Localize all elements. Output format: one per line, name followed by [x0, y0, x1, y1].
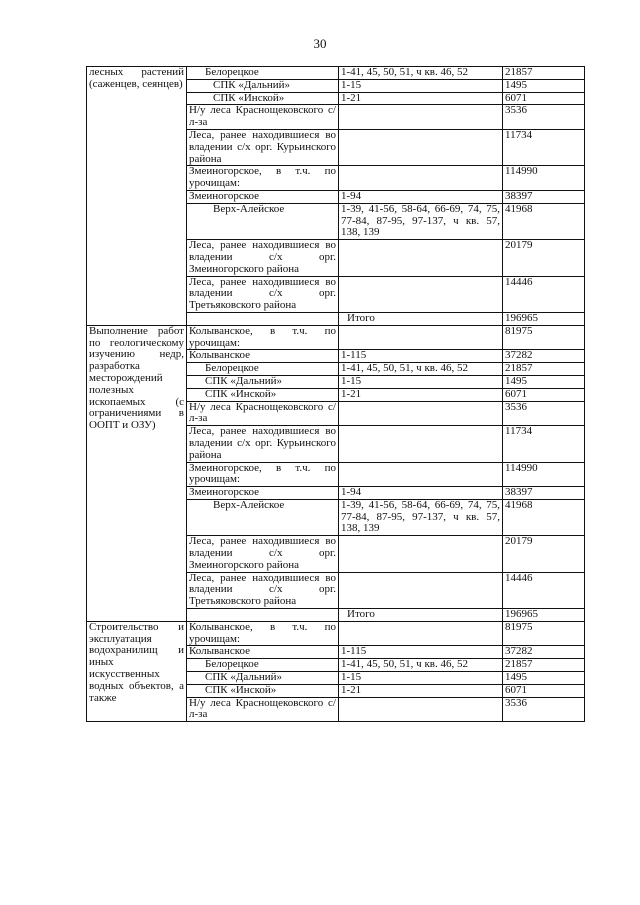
- forestry-name-cell: Змеиногорское, в т.ч. по урочищам:: [187, 462, 339, 487]
- area-cell: 21857: [503, 67, 585, 80]
- area-cell: 114990: [503, 166, 585, 191]
- quarters-cell: [339, 536, 503, 572]
- forestry-name-cell: Н/у леса Краснощековского с/л-за: [187, 105, 339, 130]
- quarters-cell: 1-41, 45, 50, 51, ч кв. 46, 52: [339, 659, 503, 672]
- quarters-cell: [339, 462, 503, 487]
- quarters-cell: [339, 325, 503, 350]
- quarters-cell: [339, 240, 503, 276]
- forestry-name-cell: Н/у леса Краснощековского с/л-за: [187, 697, 339, 722]
- forestry-name-cell: Леса, ранее находившиеся во владении с/х орг. Третьяковского района: [187, 276, 339, 312]
- area-cell: 1495: [503, 79, 585, 92]
- area-cell: 21857: [503, 659, 585, 672]
- quarters-cell: 1-115: [339, 646, 503, 659]
- area-cell: 1495: [503, 672, 585, 685]
- quarters-cell: 1-21: [339, 684, 503, 697]
- quarters-cell: [339, 105, 503, 130]
- forestry-name-cell: Колыванское: [187, 646, 339, 659]
- forestry-name-cell: Леса, ранее находившиеся во владении с/х орг. Третьяковского района: [187, 572, 339, 608]
- page-number: 30: [313, 36, 327, 51]
- quarters-cell: 1-39, 41-56, 58-64, 66-69, 74, 75, 77-84, 87-95, 97-137, ч кв. 57, 138, 139: [339, 203, 503, 239]
- forestry-name-cell: СПК «Инской»: [187, 684, 339, 697]
- quarters-cell: [339, 697, 503, 722]
- quarters-cell: 1-21: [339, 92, 503, 105]
- quarters-cell: 1-21: [339, 388, 503, 401]
- area-cell: 14446: [503, 572, 585, 608]
- area-cell: 38397: [503, 487, 585, 500]
- area-cell: 41968: [503, 203, 585, 239]
- table-row: [87, 325, 585, 350]
- area-cell: 6071: [503, 92, 585, 105]
- forest-areas-table: [86, 66, 585, 722]
- forestry-name-cell: Верх-Алейское: [187, 499, 339, 535]
- forestry-name-cell: Змеиногорское: [187, 487, 339, 500]
- total-area-cell: 196965: [503, 312, 585, 325]
- quarters-cell: 1-115: [339, 350, 503, 363]
- area-cell: 21857: [503, 363, 585, 376]
- area-cell: 6071: [503, 684, 585, 697]
- area-cell: 3536: [503, 697, 585, 722]
- quarters-cell: 1-94: [339, 487, 503, 500]
- forestry-name-cell: [187, 312, 339, 325]
- quarters-cell: 1-41, 45, 50, 51, ч кв. 46, 52: [339, 67, 503, 80]
- forestry-name-cell: СПК «Инской»: [187, 388, 339, 401]
- quarters-cell: [339, 166, 503, 191]
- total-label-cell: Итого: [339, 609, 503, 622]
- quarters-cell: 1-94: [339, 190, 503, 203]
- section-label: Выполнение работ по геологическому изучению недр, разработка месторождений полезных ископаемых (с ограничениями в ООПТ и ОЗУ): [87, 325, 187, 621]
- area-cell: 6071: [503, 388, 585, 401]
- quarters-cell: [339, 572, 503, 608]
- forestry-name-cell: СПК «Инской»: [187, 92, 339, 105]
- forestry-name-cell: Змеиногорское, в т.ч. по урочищам:: [187, 166, 339, 191]
- area-cell: 11734: [503, 129, 585, 165]
- quarters-cell: 1-39, 41-56, 58-64, 66-69, 74, 75, 77-84, 87-95, 97-137, ч кв. 57, 138, 139: [339, 499, 503, 535]
- total-label-cell: Итого: [339, 312, 503, 325]
- quarters-cell: 1-41, 45, 50, 51, ч кв. 46, 52: [339, 363, 503, 376]
- area-cell: 38397: [503, 190, 585, 203]
- area-cell: 41968: [503, 499, 585, 535]
- forestry-name-cell: [187, 609, 339, 622]
- section-label: лесных растений (саженцев, сеянцев): [87, 67, 187, 326]
- quarters-cell: [339, 621, 503, 646]
- quarters-cell: [339, 401, 503, 426]
- area-cell: 3536: [503, 401, 585, 426]
- forestry-name-cell: Колыванское: [187, 350, 339, 363]
- area-cell: 114990: [503, 462, 585, 487]
- forestry-name-cell: Колыванское, в т.ч. по урочищам:: [187, 621, 339, 646]
- table-row: [87, 621, 585, 646]
- forestry-name-cell: Леса, ранее находившиеся во владении с/х орг. Змеиногорского района: [187, 536, 339, 572]
- forestry-name-cell: Белорецкое: [187, 67, 339, 80]
- quarters-cell: 1-15: [339, 672, 503, 685]
- area-cell: 20179: [503, 240, 585, 276]
- forestry-name-cell: СПК «Дальний»: [187, 672, 339, 685]
- quarters-cell: [339, 426, 503, 462]
- forestry-name-cell: Леса, ранее находившиеся во владении с/х орг. Курьинского района: [187, 426, 339, 462]
- section-label: Строительство и эксплуатация водохранилищ и иных искусственных водных объектов, а также: [87, 621, 187, 721]
- quarters-cell: 1-15: [339, 79, 503, 92]
- forestry-name-cell: СПК «Дальний»: [187, 79, 339, 92]
- area-cell: 3536: [503, 105, 585, 130]
- forestry-name-cell: Леса, ранее находившиеся во владении с/х орг. Курьинского района: [187, 129, 339, 165]
- area-cell: 14446: [503, 276, 585, 312]
- table-body: [87, 67, 585, 722]
- forestry-name-cell: Змеиногорское: [187, 190, 339, 203]
- area-cell: 37282: [503, 646, 585, 659]
- area-cell: 37282: [503, 350, 585, 363]
- area-cell: 20179: [503, 536, 585, 572]
- area-cell: 81975: [503, 621, 585, 646]
- table-row: [87, 67, 585, 80]
- forestry-name-cell: Белорецкое: [187, 659, 339, 672]
- quarters-cell: [339, 129, 503, 165]
- forestry-name-cell: Верх-Алейское: [187, 203, 339, 239]
- forestry-name-cell: Белорецкое: [187, 363, 339, 376]
- forestry-name-cell: Н/у леса Краснощековского с/л-за: [187, 401, 339, 426]
- area-cell: 11734: [503, 426, 585, 462]
- forestry-name-cell: Колыванское, в т.ч. по урочищам:: [187, 325, 339, 350]
- area-cell: 81975: [503, 325, 585, 350]
- total-area-cell: 196965: [503, 609, 585, 622]
- forestry-name-cell: СПК «Дальний»: [187, 375, 339, 388]
- quarters-cell: [339, 276, 503, 312]
- forestry-name-cell: Леса, ранее находившиеся во владении с/х орг. Змеиногорского района: [187, 240, 339, 276]
- quarters-cell: 1-15: [339, 375, 503, 388]
- area-cell: 1495: [503, 375, 585, 388]
